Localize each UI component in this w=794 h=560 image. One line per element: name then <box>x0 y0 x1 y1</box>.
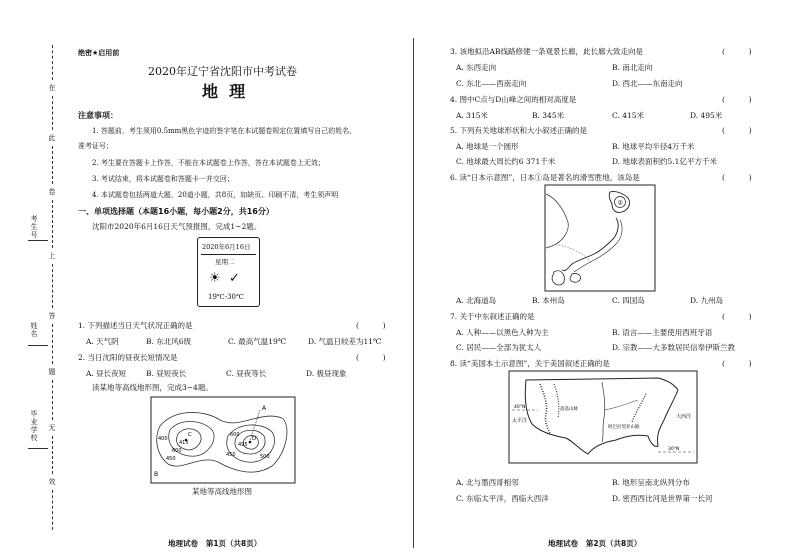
q7-stem: 7. 关于中东叙述正确的是 <box>450 312 535 321</box>
contour-map <box>150 396 296 484</box>
q5-answer-bracket[interactable]: ( ) <box>722 126 752 135</box>
q7-option-b[interactable]: B. 语言——主要使用西班牙语 <box>612 328 713 337</box>
q5-stem: 5. 下列有关地球形状和大小叙述正确的是 <box>450 126 588 135</box>
contour-label-value: 450 <box>166 456 176 462</box>
contour-label-b: B <box>154 471 159 478</box>
left-footer: 地理试卷 第1页（共8页） <box>168 539 262 548</box>
q1-stem: 1. 下列描述当日天气状况正确的是 <box>78 321 193 330</box>
q3-option-a[interactable]: A. 东西走向 <box>456 63 497 72</box>
japan-map <box>544 184 656 292</box>
q3-option-c[interactable]: C. 东北——西南走向 <box>456 79 527 88</box>
contour-label-value: 500 <box>260 454 270 460</box>
q1-option-a[interactable]: A. 天气阴 <box>86 337 119 346</box>
usa-map-pacific: 太平洋 <box>512 418 528 424</box>
binding-dashed-line <box>52 200 53 248</box>
q8-stem: 8. 读“美国本土示意图”，关于美国叙述正确的是 <box>450 359 610 368</box>
secret-label: 绝密★启用前 <box>78 49 120 57</box>
q7-option-d[interactable]: D. 宗教——大多数居民信奉伊斯兰教 <box>612 343 736 352</box>
binding-mark: 此 <box>48 134 56 142</box>
binding-dashed-line <box>52 380 53 420</box>
q3-option-d[interactable]: D. 西北——东南走向 <box>612 79 683 88</box>
q5-option-c[interactable]: C. 地球最大周长约6 371千米 <box>456 157 556 166</box>
contour-label-value: 600 <box>230 432 240 438</box>
usa-map-latitude: 40°N <box>514 405 526 410</box>
wind-icon: ✓ <box>229 271 240 286</box>
contour-label-a: A <box>262 405 267 412</box>
binding-dashed-line <box>52 146 53 184</box>
binding-dashed-line <box>52 45 53 80</box>
binding-fill-line <box>28 345 48 346</box>
q6-answer-bracket[interactable]: ( ) <box>722 173 752 182</box>
q8-option-b[interactable]: B. 地形呈南北纵列分布 <box>612 478 690 487</box>
question-intro: 读某地等高线地形图，完成3~4题。 <box>92 383 213 392</box>
q1-option-c[interactable]: C. 最高气温19℃ <box>228 337 287 346</box>
binding-label-name: 姓名 <box>30 322 38 338</box>
q8-option-d[interactable]: D. 密西西比河是世界第一长河 <box>612 494 713 503</box>
binding-dashed-line <box>52 436 53 474</box>
q2-option-b[interactable]: B. 昼短夜长 <box>146 369 187 378</box>
usa-map-atlantic: 大西洋 <box>676 414 692 420</box>
usa-map-appalachians: 阿巴拉契亚山脉 <box>608 425 640 430</box>
q2-option-d[interactable]: D. 极昼现象 <box>306 369 347 378</box>
binding-label-school: 毕业学校 <box>30 410 38 442</box>
q2-stem: 2. 当日沈阳的昼夜长短情况是 <box>78 353 178 362</box>
section-heading: 一、单项选择题（本题16小题，每小题2分，共16分） <box>78 207 274 216</box>
usa-map <box>508 370 698 464</box>
page-divider <box>413 38 414 548</box>
q8-option-a[interactable]: A. 北与墨西哥相邻 <box>456 478 519 487</box>
q5-option-a[interactable]: A. 地球是一个圆形 <box>456 142 519 151</box>
q4-answer-bracket[interactable]: ( ) <box>722 95 752 104</box>
q4-option-d[interactable]: D. 495米 <box>690 111 723 120</box>
contour-label-value: 495 <box>238 442 248 448</box>
weather-card <box>197 237 260 307</box>
q1-option-b[interactable]: B. 东北风6级 <box>146 337 192 346</box>
q1-option-d[interactable]: D. 气温日较差为11℃ <box>308 337 382 346</box>
binding-mark: 在 <box>48 84 56 92</box>
q1-answer-bracket[interactable]: ( ) <box>356 321 386 330</box>
q8-option-c[interactable]: C. 东临太平洋，西临大西洋 <box>456 494 549 503</box>
q3-answer-bracket[interactable]: ( ) <box>722 47 752 56</box>
q6-option-a[interactable]: A. 北海道岛 <box>456 296 497 305</box>
contour-label-d: D <box>252 436 257 442</box>
binding-label-exam-number: 考生号 <box>30 215 38 239</box>
q3-option-b[interactable]: B. 南北走向 <box>612 63 653 72</box>
q8-answer-bracket[interactable]: ( ) <box>722 359 752 368</box>
contour-label-value: 600 <box>172 448 182 454</box>
q7-option-c[interactable]: C. 居民——全部为犹太人 <box>456 343 542 352</box>
q2-answer-bracket[interactable]: ( ) <box>356 353 386 362</box>
binding-mark: 答 <box>48 312 56 320</box>
q4-option-a[interactable]: A. 315米 <box>456 111 488 120</box>
notice-line: 2. 考生要在答题卡上作答，不能在本试题卷上作答，答在本试题卷上无效； <box>92 159 325 167</box>
weather-temp: 19℃-30℃ <box>208 293 244 301</box>
binding-mark: 无 <box>48 424 56 432</box>
binding-mark: 效 <box>48 478 56 486</box>
weather-date: 2020年6月16日 <box>202 243 251 251</box>
q4-option-c[interactable]: C. 415米 <box>612 111 645 120</box>
q2-option-c[interactable]: C. 昼夜等长 <box>226 369 267 378</box>
usa-map-rockies: 落基山脉 <box>560 407 578 412</box>
q4-option-b[interactable]: B. 345米 <box>532 111 565 120</box>
binding-dashed-line <box>52 324 53 364</box>
contour-label-value: 450 <box>226 452 236 458</box>
contour-label-c: C <box>188 432 192 438</box>
contour-label-value: 400 <box>158 436 168 442</box>
q2-option-a[interactable]: A. 昼长夜短 <box>86 369 127 378</box>
binding-fill-line <box>28 448 48 449</box>
contour-map-caption: 某地等高线地形图 <box>192 487 252 496</box>
q6-option-c[interactable]: C. 四国岛 <box>612 296 645 305</box>
q7-answer-bracket[interactable]: ( ) <box>722 312 752 321</box>
q6-stem: 6. 读“日本示意图”，日本①岛是著名的滑雪胜地，该岛是 <box>450 173 640 182</box>
weather-card-divider <box>201 254 256 255</box>
q4-stem: 4. 图中C点与D山峰之间的相对高度是 <box>450 95 577 104</box>
binding-dashed-line <box>52 490 53 530</box>
q6-option-d[interactable]: D. 九州岛 <box>690 296 724 305</box>
question-intro: 沈阳市2020年6月16日天气预报图，完成1~2题。 <box>92 222 262 231</box>
contour-label-value: 415 <box>179 440 189 446</box>
q5-option-d[interactable]: D. 地球表面积约5.1亿平方千米 <box>612 157 717 166</box>
binding-mark: 卷 <box>48 188 56 196</box>
notice-line: 准考证号； <box>78 142 113 150</box>
notice-line: 3. 考试结束，将本试题卷和答题卡一并交回； <box>92 175 234 183</box>
binding-dashed-line <box>52 264 53 308</box>
q5-option-b[interactable]: B. 地球平均半径4万千米 <box>612 142 695 151</box>
q3-stem: 3. 该地拟沿AB线路修建一条观景长廊，此长廊大致走向是 <box>450 47 643 56</box>
exam-title: 2020年辽宁省沈阳市中考试卷 <box>148 65 297 78</box>
right-footer: 地理试卷 第2页（共8页） <box>548 539 642 548</box>
binding-mark: 题 <box>48 368 56 376</box>
weather-weekday: 星期二 <box>215 258 235 266</box>
q6-option-b[interactable]: B. 本州岛 <box>532 296 565 305</box>
subject-title: 地 理 <box>202 82 246 101</box>
usa-map-latitude: 30°N <box>668 447 680 452</box>
notice-line: 4. 本试题卷包括两道大题，20道小题，共8页，如缺页、印刷不清，考生须声明 <box>92 191 339 199</box>
binding-fill-line <box>28 240 48 241</box>
sun-icon: ☀ <box>209 271 221 286</box>
binding-dashed-line <box>52 96 53 130</box>
japan-map-marker: ① <box>617 199 623 207</box>
q7-option-a[interactable]: A. 人种——以黑色人种为主 <box>456 328 549 337</box>
notice-title: 注意事项： <box>78 111 118 120</box>
notice-line: 1. 答题前，考生须用0.5mm黑色字迹的签字笔在本试题卷规定位置填写自己的姓名、 <box>92 127 357 135</box>
binding-mark: 上 <box>48 252 56 260</box>
